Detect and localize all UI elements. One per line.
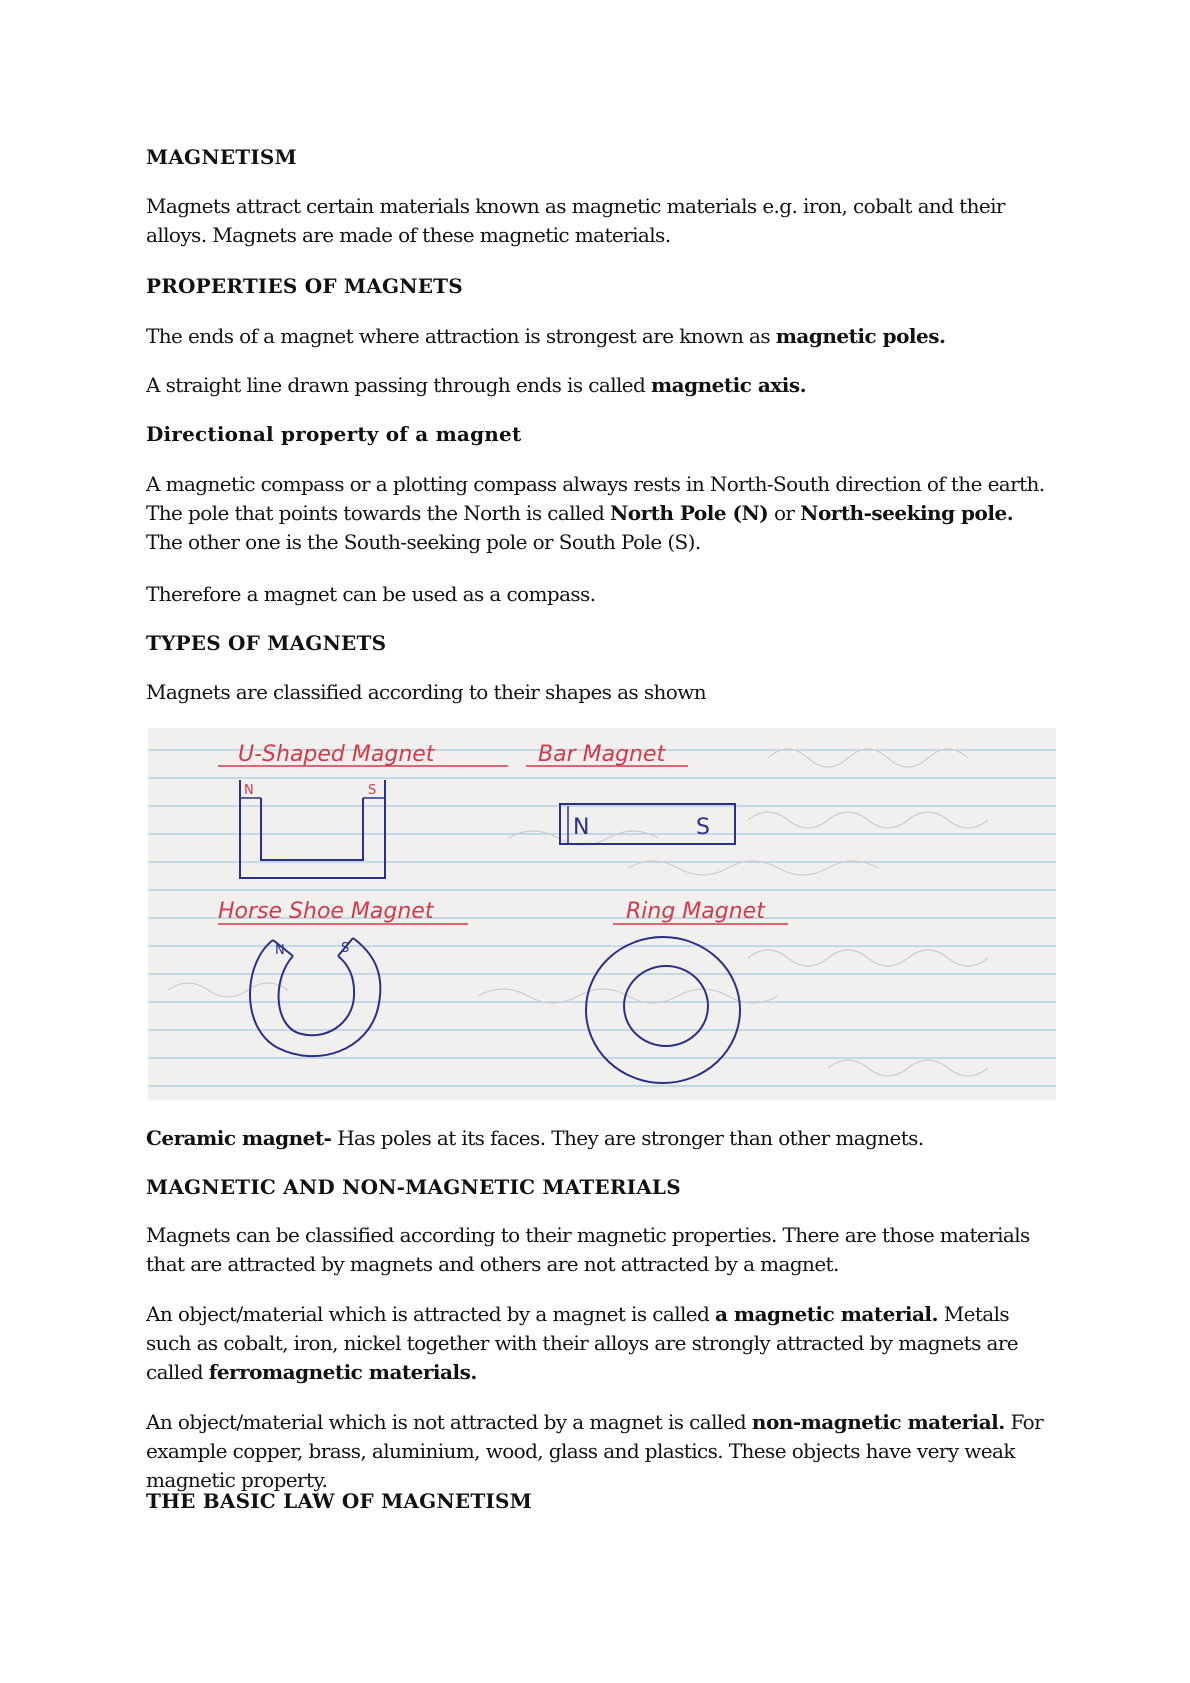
therefore-paragraph: Therefore a magnet can be used as a compass. bbox=[146, 582, 596, 606]
bar-magnet-south-pole: S bbox=[696, 815, 710, 840]
ring-magnet-label: Ring Magnet bbox=[626, 899, 765, 924]
compass-text-d: The other one is the South-seeking pole or South Pole (S). bbox=[146, 530, 701, 554]
axis-paragraph bbox=[146, 371, 1050, 400]
poles-term: magnetic poles. bbox=[775, 324, 946, 348]
poles-paragraph bbox=[146, 322, 1050, 351]
non-magnetic-text-a: An object/material which is not attracted by a magnet is called bbox=[146, 1410, 752, 1434]
u-shaped-south-pole: S bbox=[368, 783, 377, 798]
magnetic-material-term: a magnetic material. bbox=[714, 1302, 938, 1326]
u-shaped-magnet-label: U-Shaped Magnet bbox=[238, 742, 435, 767]
magnetic-material-text-a: An object/material which is attracted by a magnet is called bbox=[146, 1302, 715, 1326]
compass-text-c: or bbox=[768, 501, 801, 525]
compass-text-a: A magnetic compass or a plotting compass always rests in North-South direction of the earth. The pole that points towards the North is called bbox=[146, 472, 1045, 525]
magnetic-material-text-c: Metals such as cobalt, iron, nickel together with their alloys are strongly attracted by magnets are called bbox=[146, 1302, 1019, 1384]
compass-paragraph bbox=[146, 470, 1050, 557]
horse-shoe-south-pole: S bbox=[341, 941, 350, 956]
u-shaped-north-pole: N bbox=[244, 783, 254, 798]
non-magnetic-paragraph bbox=[146, 1408, 1050, 1495]
heading-basic-law: THE BASIC LAW OF MAGNETISM bbox=[146, 1489, 532, 1513]
non-magnetic-term: non-magnetic material. bbox=[751, 1410, 1005, 1434]
ceramic-term: Ceramic magnet- bbox=[146, 1126, 332, 1150]
magnet-types-sketch bbox=[148, 728, 1056, 1100]
ceramic-text: Has poles at its faces. They are stronger than other magnets. bbox=[331, 1126, 924, 1150]
ceramic-paragraph bbox=[146, 1124, 1050, 1153]
heading-directional: Directional property of a magnet bbox=[146, 422, 522, 446]
horse-shoe-north-pole: N bbox=[275, 943, 285, 958]
poles-text: The ends of a magnet where attraction is strongest are known as bbox=[146, 324, 776, 348]
non-magnetic-text-c: For example copper, brass, aluminium, wood, glass and plastics. These objects have very weak magnetic property. bbox=[146, 1410, 1044, 1492]
heading-properties: PROPERTIES OF MAGNETS bbox=[146, 274, 463, 298]
magnetic-material-paragraph bbox=[146, 1300, 1050, 1387]
ferromagnetic-term: ferromagnetic materials. bbox=[208, 1360, 477, 1384]
types-intro-paragraph: Magnets are classified according to their shapes as shown bbox=[146, 680, 707, 704]
axis-term: magnetic axis. bbox=[650, 373, 807, 397]
axis-text: A straight line drawn passing through ends is called bbox=[146, 373, 651, 397]
classified-paragraph: Magnets can be classified according to their magnetic properties. There are those materials that are attracted by magnets and others are not attracted by a magnet. bbox=[146, 1223, 1030, 1276]
heading-magnetism: MAGNETISM bbox=[146, 145, 297, 169]
intro-paragraph: Magnets attract certain materials known as magnetic materials e.g. iron, cobalt and their alloys. Magnets are made of these magnetic materials. bbox=[146, 194, 1005, 247]
compass-term-north-seeking: North-seeking pole. bbox=[800, 501, 1014, 525]
compass-term-north-pole: North Pole (N) bbox=[610, 501, 769, 525]
heading-materials: MAGNETIC AND NON-MAGNETIC MATERIALS bbox=[146, 1175, 681, 1199]
bar-magnet-label: Bar Magnet bbox=[538, 742, 666, 767]
horse-shoe-magnet-label: Horse Shoe Magnet bbox=[218, 899, 434, 924]
bar-magnet-north-pole: N bbox=[573, 815, 590, 840]
heading-types: TYPES OF MAGNETS bbox=[146, 631, 387, 655]
